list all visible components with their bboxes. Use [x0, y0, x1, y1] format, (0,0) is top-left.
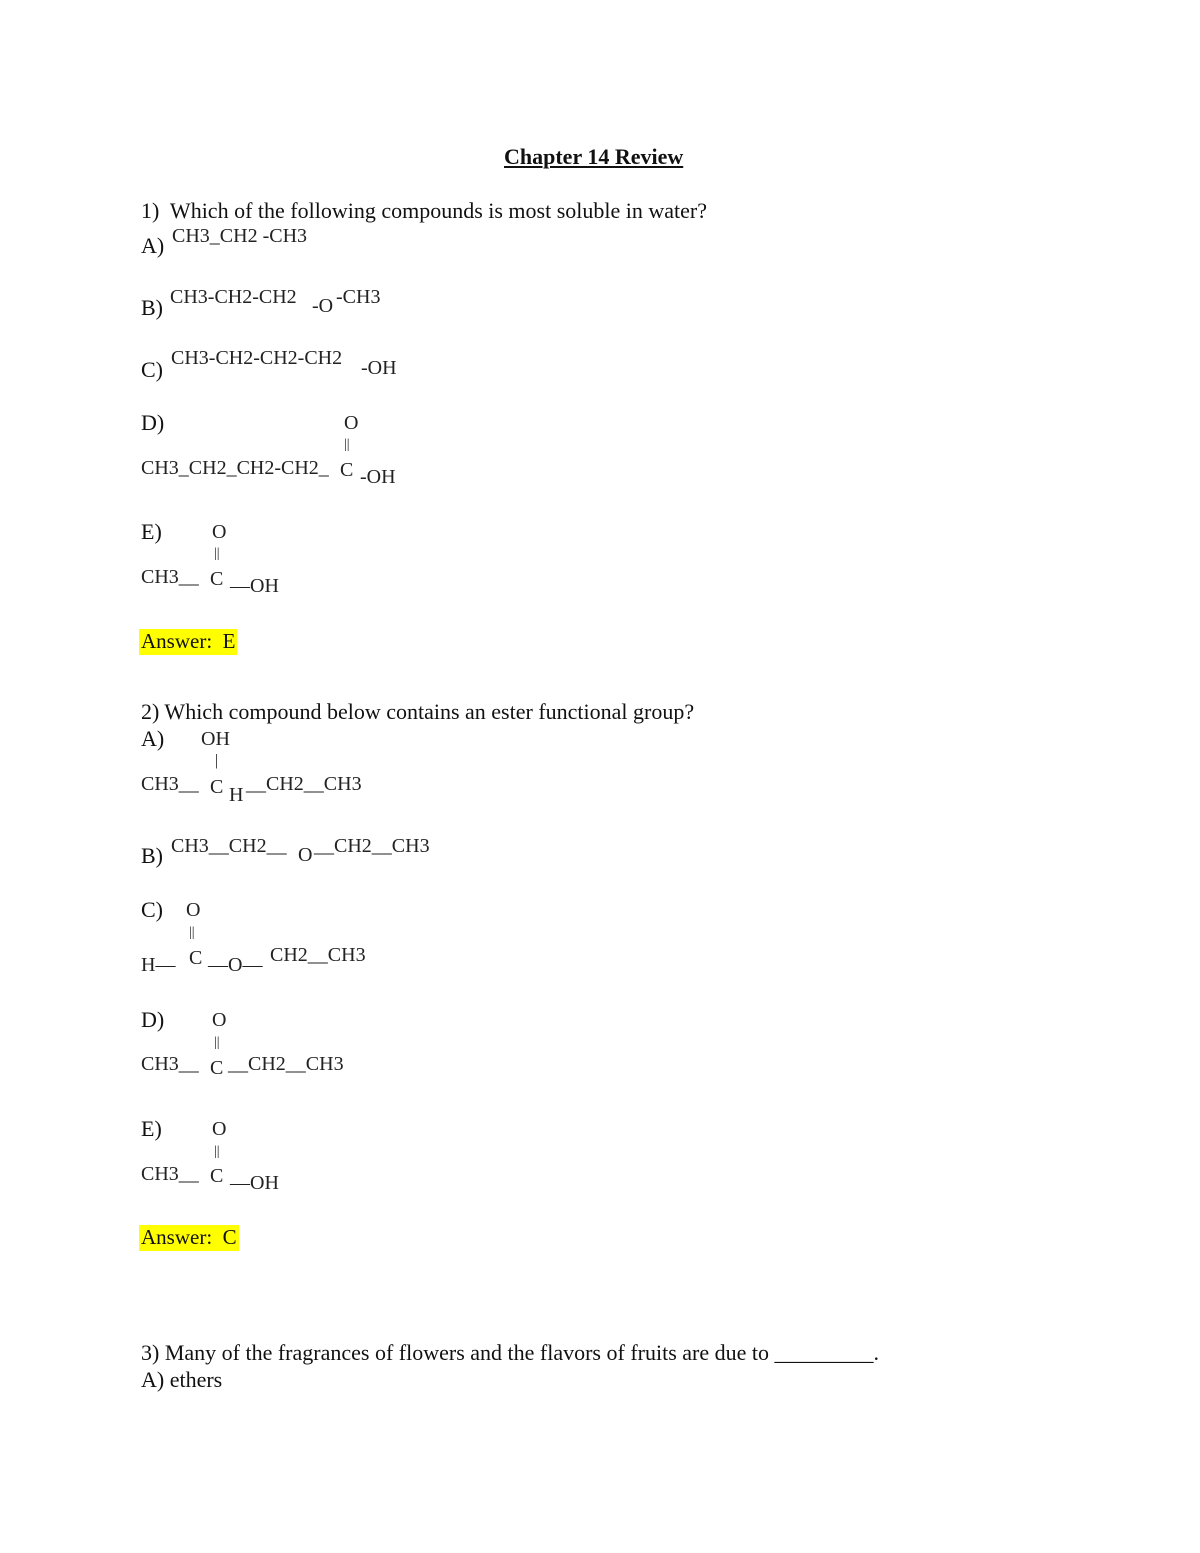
- q2-option-e-oxygen: O: [212, 1118, 227, 1140]
- q2-option-c-label: C): [141, 897, 163, 922]
- q2-option-e-formula-main: CH3__: [141, 1163, 199, 1185]
- q2-option-a-carbon: C: [210, 776, 224, 798]
- q1-option-a-formula: CH3_CH2 -CH3: [172, 225, 308, 247]
- q1-option-d-hydroxyl: -OH: [360, 466, 396, 488]
- q2-option-b-formula-left: CH3__CH2__: [171, 835, 287, 857]
- q2-option-b-formula-right: __CH2__CH3: [314, 835, 430, 857]
- q2-option-c-ether-oxygen: —O—: [208, 954, 263, 976]
- question-1-prompt: 1) Which of the following compounds is most soluble in water?: [141, 198, 708, 223]
- q1-option-d-formula-main: CH3_CH2_CH2-CH2_: [141, 457, 329, 479]
- q1-option-a-label: A): [141, 233, 165, 258]
- q2-option-e-hydroxyl: —OH: [230, 1172, 279, 1194]
- q2-option-e-double-bond: ||: [214, 1144, 220, 1159]
- q1-option-e-label: E): [141, 519, 162, 544]
- q1-option-b-label: B): [141, 295, 163, 320]
- q1-option-e-formula-main: CH3__: [141, 566, 199, 588]
- q2-option-c-hydrogen: H—: [141, 954, 176, 976]
- q2-option-a-formula-tail: __CH2__CH3: [246, 773, 362, 795]
- q1-option-c-formula-main: CH3-CH2-CH2-CH2: [171, 347, 343, 369]
- q2-option-e-carbon: C: [210, 1165, 224, 1187]
- q1-option-b-formula-main: CH3-CH2-CH2: [170, 286, 297, 308]
- q1-option-d-label: D): [141, 410, 165, 435]
- q1-option-e-hydroxyl: —OH: [230, 575, 279, 597]
- q1-option-b-formula-tail: -CH3: [336, 286, 381, 308]
- q1-option-b-oxygen: -O: [312, 295, 334, 317]
- q2-option-a-hydroxyl: OH: [201, 728, 230, 750]
- q2-option-d-oxygen: O: [212, 1009, 227, 1031]
- page-title: Chapter 14 Review: [504, 144, 684, 169]
- q2-option-d-double-bond: ||: [214, 1035, 220, 1050]
- q2-option-c-double-bond: ||: [189, 925, 195, 940]
- q2-option-c-formula-tail: CH2__CH3: [270, 944, 366, 966]
- question-2-prompt: 2) Which compound below contains an ester functional group?: [141, 699, 695, 724]
- q1-option-c-hydroxyl: -OH: [361, 357, 397, 379]
- q2-option-e-label: E): [141, 1116, 162, 1141]
- q2-option-b-label: B): [141, 843, 163, 868]
- q1-option-d-double-bond: ||: [344, 437, 350, 452]
- q2-option-c-oxygen: O: [186, 899, 201, 921]
- q1-option-e-double-bond: ||: [214, 546, 220, 561]
- q1-option-e-carbon: C: [210, 568, 224, 590]
- q1-option-c-label: C): [141, 357, 163, 382]
- q2-option-a-label: A): [141, 726, 165, 751]
- q2-option-a-single-bond: |: [215, 752, 219, 769]
- q2-answer: Answer: C: [141, 1225, 237, 1249]
- q2-option-b-oxygen: O: [298, 844, 313, 866]
- q2-option-d-label: D): [141, 1007, 165, 1032]
- q2-option-a-hydrogen: H: [229, 784, 244, 806]
- q1-answer: Answer: E: [141, 629, 236, 653]
- question-3-prompt: 3) Many of the fragrances of flowers and the flavors of fruits are due to _________.: [141, 1340, 879, 1365]
- q1-option-e-oxygen: O: [212, 521, 227, 543]
- q2-option-c-carbon: C: [189, 947, 203, 969]
- q1-option-d-carbon: C: [340, 459, 354, 481]
- q2-option-a-formula-main: CH3__: [141, 773, 199, 795]
- q3-option-a: A) ethers: [141, 1367, 223, 1392]
- q2-option-d-carbon: C: [210, 1057, 224, 1079]
- q2-option-d-formula-main: CH3__: [141, 1053, 199, 1075]
- q1-option-d-oxygen: O: [344, 412, 359, 434]
- q2-option-d-formula-tail: __CH2__CH3: [228, 1053, 344, 1075]
